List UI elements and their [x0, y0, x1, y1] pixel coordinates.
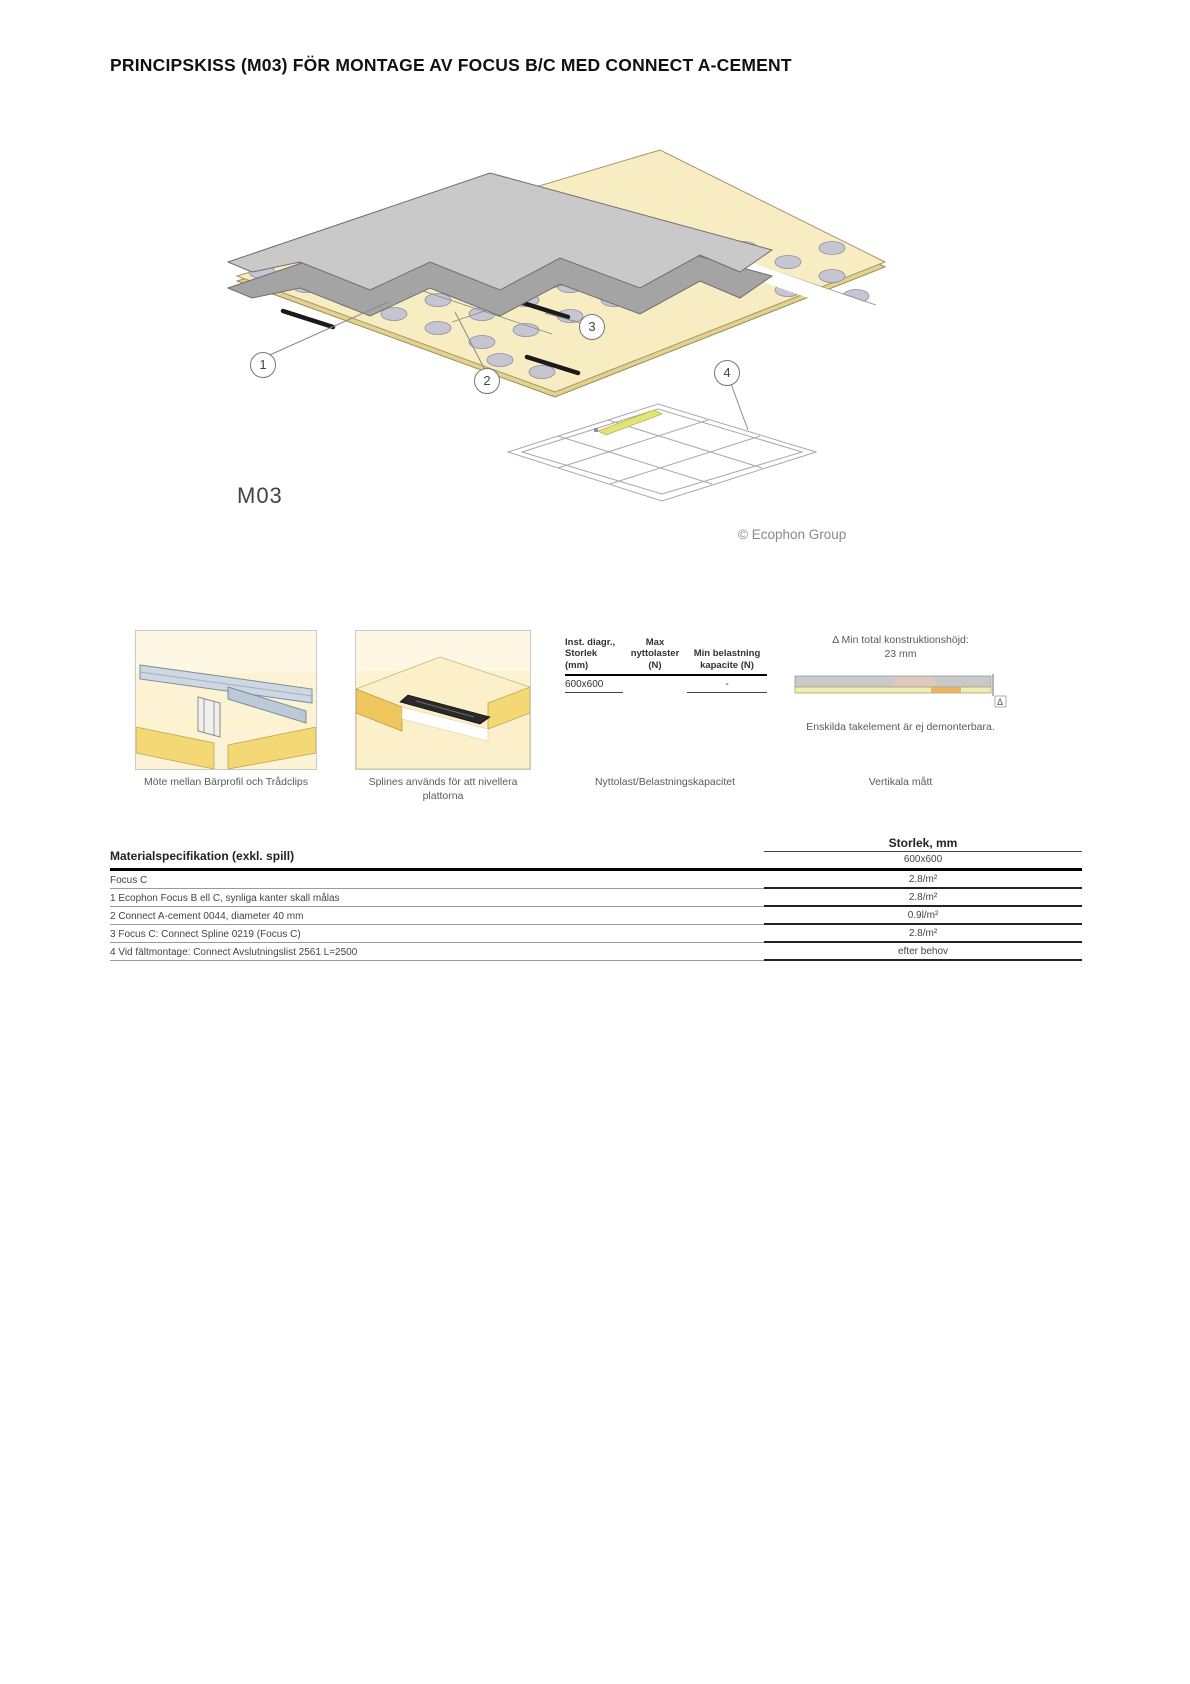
callout-3: 3: [579, 314, 605, 340]
load-table-header: [565, 637, 767, 676]
installation-isometric-drawing: [0, 0, 1190, 570]
material-description: 2 Connect A-cement 0044, diameter 40 mm: [110, 908, 764, 925]
load-col-max: Max nyttolaster (N): [630, 637, 680, 671]
page-title: PRINCIPSKISS (M03) FÖR MONTAGE AV FOCUS B/C MED CONNECT A-CEMENT: [110, 55, 792, 75]
vertical-dims-caption: Vertikala mått: [868, 776, 933, 788]
materials-header: [110, 836, 1082, 871]
load-size-value: 600x600: [565, 679, 623, 693]
callout-4: 4: [714, 360, 740, 386]
material-quantity: 2.8/m²: [764, 925, 1082, 943]
material-quantity: efter behov: [764, 943, 1082, 961]
callout-2: 2: [474, 368, 500, 394]
drawing-code-label: M03: [237, 483, 283, 508]
materials-table: [110, 836, 1082, 961]
construction-height-value: 23 mm: [884, 648, 917, 661]
detail-image-profile-clip: [135, 630, 317, 770]
material-description: 1 Ecophon Focus B ell C, synliga kanter skall målas: [110, 890, 764, 907]
trim-clip-mark: [594, 428, 598, 432]
load-col-min: Min belastning kapacite (N): [693, 648, 761, 671]
materials-title: Materialspecifikation (exkl. spill): [110, 849, 295, 863]
delta-symbol: Δ: [997, 697, 1004, 707]
table-row: [110, 925, 1082, 943]
table-row: [110, 871, 1082, 889]
material-description: 3 Focus C: Connect Spline 0219 (Focus C): [110, 926, 764, 943]
size-column-value: 600x600: [903, 854, 943, 865]
vertical-dims-block: [788, 633, 1013, 661]
table-row: [110, 943, 1082, 961]
load-capacity-table: [565, 637, 767, 693]
load-min-value: -: [687, 679, 767, 693]
material-quantity: 2.8/m²: [764, 871, 1082, 889]
copyright-text: © Ecophon Group: [738, 527, 847, 542]
construction-height-label: Δ Min total konstruktionshöjd:: [832, 634, 969, 646]
material-quantity: 0.9l/m²: [764, 907, 1082, 925]
layer-stack-diagram: [793, 674, 1008, 708]
table-row: [110, 889, 1082, 907]
material-description: Focus C: [110, 872, 764, 889]
size-column-header: Storlek, mm: [764, 836, 1082, 852]
table-row: [110, 907, 1082, 925]
callout-1: 1: [250, 352, 276, 378]
profile-clip-drawing: [136, 631, 316, 769]
edge-trim-highlight: [598, 410, 662, 435]
load-max-value: [623, 679, 687, 693]
load-table-caption: Nyttolast/Belastningskapacitet: [594, 776, 736, 788]
detail-image-spline: [355, 630, 531, 770]
load-table-row: [565, 679, 767, 693]
detail-caption-2: Splines används för att nivellera plattorna: [368, 776, 518, 802]
spline-drawing: [356, 631, 530, 769]
material-quantity: 2.8/m²: [764, 889, 1082, 907]
detail-caption-1: Möte mellan Bärprofil och Trådclips: [144, 776, 308, 788]
load-col-size: Inst. diagr., Storlek (mm): [565, 637, 616, 671]
tile-grid-wireframe: [508, 404, 816, 501]
demount-note: Enskilda takelement är ej demonterbara.: [806, 721, 995, 733]
material-description: 4 Vid fältmontage: Connect Avslutningslist 2561 L=2500: [110, 944, 764, 961]
